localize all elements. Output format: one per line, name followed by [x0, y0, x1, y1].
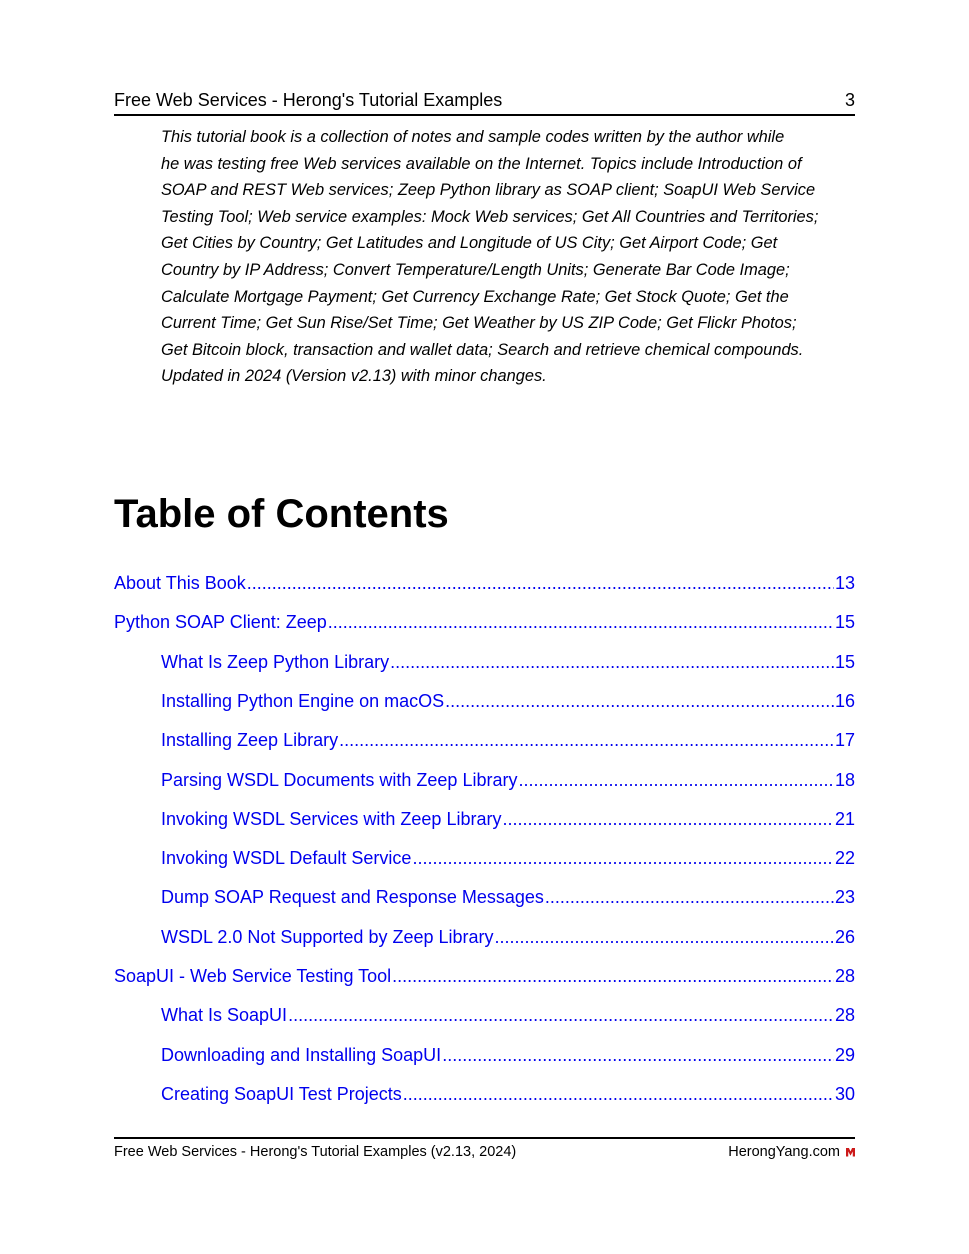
toc-entry[interactable] [161, 884, 855, 910]
toc-leader-dots [328, 609, 834, 635]
toc-entry-label[interactable]: Installing Python Engine on macOS [161, 690, 445, 711]
footer-book-info: Free Web Services - Herong's Tutorial Examples (v2.13, 2024) [114, 1144, 517, 1160]
toc-leader-dots [502, 806, 834, 832]
toc-entry[interactable] [161, 806, 855, 832]
toc-entry-label[interactable]: Installing Zeep Library [161, 730, 339, 751]
toc-entry-label[interactable]: What Is SoapUI [161, 1005, 288, 1026]
toc-entry[interactable] [161, 924, 855, 950]
toc-entry-page[interactable]: 15 [834, 651, 855, 672]
toc-entry-page[interactable]: 15 [834, 612, 855, 633]
toc-entry-page[interactable]: 28 [834, 1005, 855, 1026]
toc-entry-page[interactable]: 23 [834, 887, 855, 908]
herong-mark-icon [846, 1147, 855, 1158]
toc-entry-page[interactable]: 28 [834, 966, 855, 986]
toc-title: Table of Contents [114, 492, 449, 536]
toc-leader-dots [442, 1042, 834, 1068]
toc-entry[interactable] [161, 727, 855, 753]
toc-leader-dots [445, 688, 834, 714]
toc-entry-label[interactable]: WSDL 2.0 Not Supported by Zeep Library [161, 926, 494, 947]
toc-entry-label[interactable]: Parsing WSDL Documents with Zeep Library [161, 769, 518, 790]
toc-entry[interactable] [114, 609, 855, 635]
toc-leader-dots [339, 727, 834, 753]
toc-entry[interactable] [161, 649, 855, 675]
toc-entry-page[interactable]: 17 [834, 730, 855, 751]
toc-entry-label[interactable]: Python SOAP Client: Zeep [114, 612, 327, 633]
toc-leader-dots [390, 649, 834, 675]
toc-entry-label[interactable]: Invoking WSDL Default Service [161, 848, 412, 869]
toc-entry-page[interactable]: 21 [834, 808, 855, 829]
toc-entry-page[interactable]: 29 [834, 1044, 855, 1065]
toc-entry-page[interactable]: 18 [834, 769, 855, 790]
footer-site [728, 1144, 855, 1160]
toc-leader-dots [518, 767, 834, 793]
toc-entry[interactable] [161, 1002, 855, 1028]
toc-leader-dots [247, 570, 834, 596]
page-footer [114, 1137, 855, 1160]
toc-entry-page[interactable]: 13 [834, 573, 855, 593]
toc-leader-dots [545, 884, 834, 910]
toc-entry-label[interactable]: SoapUI - Web Service Testing Tool [114, 966, 392, 986]
toc-entry-page[interactable]: 16 [834, 690, 855, 711]
toc-leader-dots [495, 924, 834, 950]
toc-entry[interactable] [161, 688, 855, 714]
toc-entry[interactable] [161, 767, 855, 793]
toc-entry-page[interactable]: 30 [834, 1083, 855, 1104]
toc-entry[interactable] [161, 845, 855, 871]
toc-entry[interactable] [161, 1081, 855, 1107]
toc-entry-label[interactable]: What Is Zeep Python Library [161, 651, 390, 672]
toc-entry[interactable] [161, 1042, 855, 1068]
toc-entry-label[interactable]: Creating SoapUI Test Projects [161, 1083, 402, 1104]
page-number: 3 [844, 90, 855, 110]
toc-leader-dots [412, 845, 834, 871]
book-abstract: This tutorial book is a collection of notes and sample codes written by the author while he was testing free Web services available on the Internet. Topics include Introduction of SOAP and REST Web services; Zeep Python library as SOAP client; SoapUI Web Service Testing Tool; Web service examples: Mock Web services; Get All Countries and Territories; Get Cities by Country; Get Latitudes and Longitude of US City; Get Airport Code; Get Country by IP Address; Convert Temperature/Length Units; Generate Bar Code Image; Calculate Mortgage Payment; Get Currency Exchange Rate; Get Stock Quote; Get the Current Time; Get Sun Rise/Set Time; Get Weather by US ZIP Code; Get Flickr Photos; Get Bitcoin block, transaction and wallet data; Search and retrieve chemical compounds. Updated in 2024 (Version v2.13) with minor changes. [161, 128, 819, 386]
header-title: Free Web Services - Herong's Tutorial Examples [114, 90, 503, 110]
toc-entry-page[interactable]: 26 [834, 926, 855, 947]
toc-entry-label[interactable]: Downloading and Installing SoapUI [161, 1044, 442, 1065]
toc-entry[interactable] [114, 570, 855, 596]
toc-entry-label[interactable]: Invoking WSDL Services with Zeep Library [161, 808, 502, 829]
toc-entry-label[interactable]: About This Book [114, 573, 246, 593]
toc-leader-dots [392, 963, 834, 989]
toc-entry[interactable] [114, 963, 855, 989]
toc-leader-dots [403, 1081, 834, 1107]
toc-entry-page[interactable]: 22 [834, 848, 855, 869]
footer-site-label: HerongYang.com [728, 1144, 840, 1160]
page-header [114, 88, 855, 116]
toc-leader-dots [288, 1002, 834, 1028]
toc-entry-label[interactable]: Dump SOAP Request and Response Messages [161, 887, 544, 908]
